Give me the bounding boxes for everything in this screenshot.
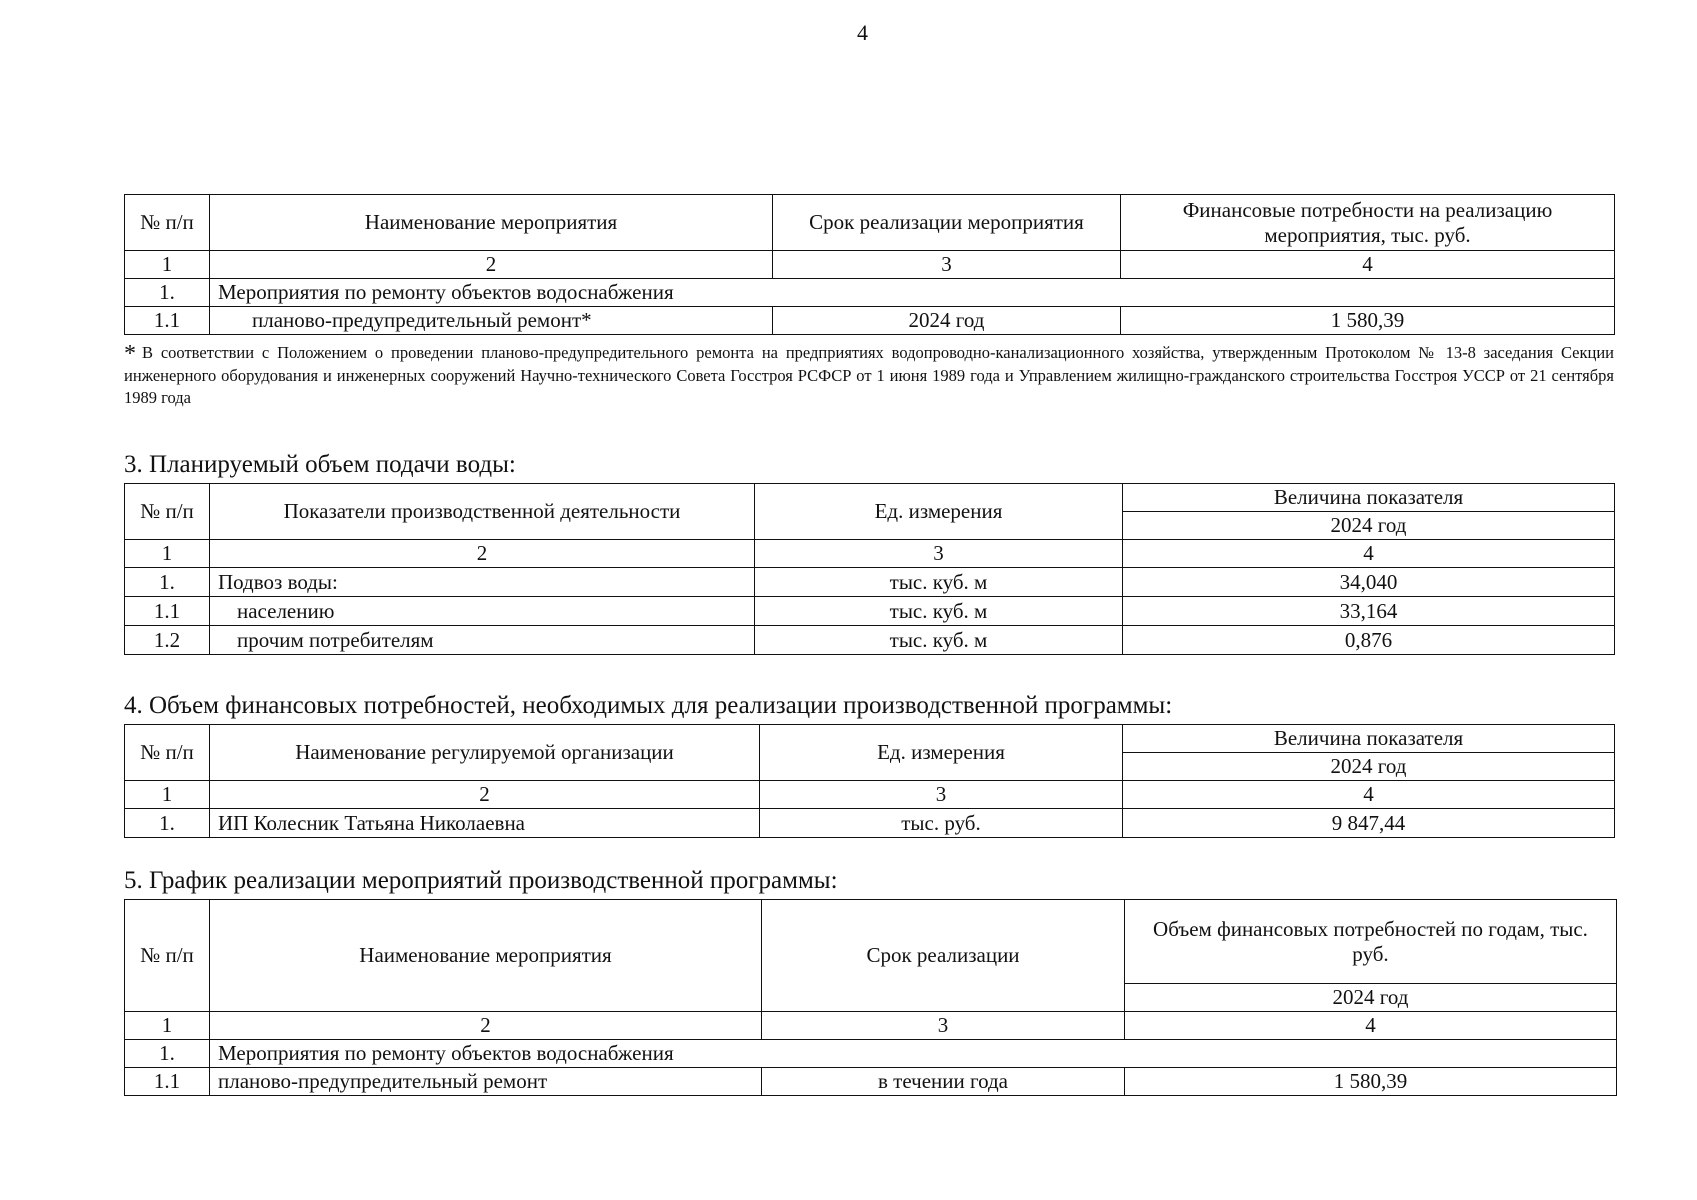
index-cell: 2 bbox=[210, 540, 755, 568]
header-indicator: Показатели производственной деятельности bbox=[210, 484, 755, 540]
index-cell: 2 bbox=[210, 781, 760, 809]
table-row bbox=[125, 626, 1615, 655]
index-row bbox=[125, 251, 1615, 279]
row-num: 1.1 bbox=[125, 307, 210, 335]
row-name: ИП Колесник Татьяна Николаевна bbox=[210, 809, 760, 838]
index-cell: 3 bbox=[762, 1012, 1125, 1040]
table-row bbox=[125, 568, 1615, 597]
row-name: планово-предупредительный ремонт* bbox=[210, 307, 773, 335]
index-cell: 1 bbox=[125, 251, 210, 279]
footnote bbox=[124, 342, 1614, 409]
table-header-row bbox=[125, 484, 1615, 512]
header-num: № п/п bbox=[125, 484, 210, 540]
header-unit: Ед. измерения bbox=[760, 725, 1123, 781]
row-amount: 1 580,39 bbox=[1125, 1068, 1617, 1096]
row-num: 1. bbox=[125, 809, 210, 838]
header-finance: Объем финансовых потребностей по годам, тыс. руб. bbox=[1125, 900, 1617, 984]
table-header-row bbox=[125, 900, 1617, 984]
row-name: прочим потребителям bbox=[210, 626, 755, 655]
table-header-row bbox=[125, 195, 1615, 251]
header-term: Срок реализации bbox=[762, 900, 1125, 1012]
water-supply-table bbox=[124, 483, 1615, 655]
row-name: Подвоз воды: bbox=[210, 568, 755, 597]
footnote-text: В соответствии с Положением о проведении планово-предупредительного ремонта на предприятиях водопроводно-канализационного хозяйства, утвержденным Протоколом № 13-8 заседания Секции инженерного оборудования и инженерных сооружений Научно-технического Совета Госстроя РСФСР от 1 июня 1989 года и Управлением жилищно-гражданского строительства Госстроя УССР от 21 сентября 1989 года bbox=[124, 343, 1614, 407]
index-cell: 1 bbox=[125, 781, 210, 809]
measures-table bbox=[124, 194, 1615, 335]
table-header-row bbox=[125, 725, 1615, 753]
row-num: 1. bbox=[125, 568, 210, 597]
header-organization: Наименование регулируемой организации bbox=[210, 725, 760, 781]
row-num: 1. bbox=[125, 279, 210, 307]
row-unit: тыс. куб. м bbox=[755, 626, 1123, 655]
row-num: 1.1 bbox=[125, 1068, 210, 1096]
section-name: Мероприятия по ремонту объектов водоснабжения bbox=[210, 1040, 1617, 1068]
table-row bbox=[125, 597, 1615, 626]
header-num: № п/п bbox=[125, 725, 210, 781]
row-name: планово-предупредительный ремонт bbox=[210, 1068, 762, 1096]
index-row bbox=[125, 540, 1615, 568]
header-term: Срок реализации мероприятия bbox=[773, 195, 1121, 251]
header-year: 2024 год bbox=[1123, 753, 1615, 781]
index-cell: 1 bbox=[125, 540, 210, 568]
row-name: населению bbox=[210, 597, 755, 626]
section-row bbox=[125, 279, 1615, 307]
index-cell: 4 bbox=[1123, 540, 1615, 568]
header-year: 2024 год bbox=[1123, 512, 1615, 540]
section-name: Мероприятия по ремонту объектов водоснабжения bbox=[210, 279, 1615, 307]
row-amount: 1 580,39 bbox=[1121, 307, 1615, 335]
row-unit: тыс. куб. м bbox=[755, 568, 1123, 597]
row-num: 1. bbox=[125, 1040, 210, 1068]
index-cell: 1 bbox=[125, 1012, 210, 1040]
index-row bbox=[125, 781, 1615, 809]
header-name: Наименование мероприятия bbox=[210, 900, 762, 1012]
row-unit: тыс. руб. bbox=[760, 809, 1123, 838]
index-row bbox=[125, 1012, 1617, 1040]
table-row bbox=[125, 307, 1615, 335]
section-row bbox=[125, 1040, 1617, 1068]
index-cell: 3 bbox=[760, 781, 1123, 809]
header-unit: Ед. измерения bbox=[755, 484, 1123, 540]
row-term: 2024 год bbox=[773, 307, 1121, 335]
header-value: Величина показателя bbox=[1123, 484, 1615, 512]
header-value: Величина показателя bbox=[1123, 725, 1615, 753]
row-value: 34,040 bbox=[1123, 568, 1615, 597]
schedule-table bbox=[124, 899, 1617, 1096]
row-value: 0,876 bbox=[1123, 626, 1615, 655]
section-3-heading: 3. Планируемый объем подачи воды: bbox=[124, 451, 516, 478]
index-cell: 2 bbox=[210, 1012, 762, 1040]
section-5-heading: 5. График реализации мероприятий производственной программы: bbox=[124, 867, 838, 894]
index-cell: 3 bbox=[755, 540, 1123, 568]
header-year: 2024 год bbox=[1125, 984, 1617, 1012]
row-term: в течении года bbox=[762, 1068, 1125, 1096]
header-num: № п/п bbox=[125, 900, 210, 1012]
row-num: 1.1 bbox=[125, 597, 210, 626]
row-value: 33,164 bbox=[1123, 597, 1615, 626]
index-cell: 4 bbox=[1121, 251, 1615, 279]
header-finance: Финансовые потребности на реализацию мероприятия, тыс. руб. bbox=[1121, 195, 1615, 251]
section-4-heading: 4. Объем финансовых потребностей, необходимых для реализации производственной программы: bbox=[124, 692, 1173, 719]
page-number: 4 bbox=[857, 20, 868, 45]
index-cell: 4 bbox=[1125, 1012, 1617, 1040]
index-cell: 4 bbox=[1123, 781, 1615, 809]
header-name: Наименование мероприятия bbox=[210, 195, 773, 251]
table-row bbox=[125, 809, 1615, 838]
footnote-star: * bbox=[124, 341, 136, 367]
table-row bbox=[125, 1068, 1617, 1096]
row-unit: тыс. куб. м bbox=[755, 597, 1123, 626]
row-num: 1.2 bbox=[125, 626, 210, 655]
finance-needs-table bbox=[124, 724, 1615, 838]
row-value: 9 847,44 bbox=[1123, 809, 1615, 838]
header-num: № п/п bbox=[125, 195, 210, 251]
index-cell: 3 bbox=[773, 251, 1121, 279]
index-cell: 2 bbox=[210, 251, 773, 279]
